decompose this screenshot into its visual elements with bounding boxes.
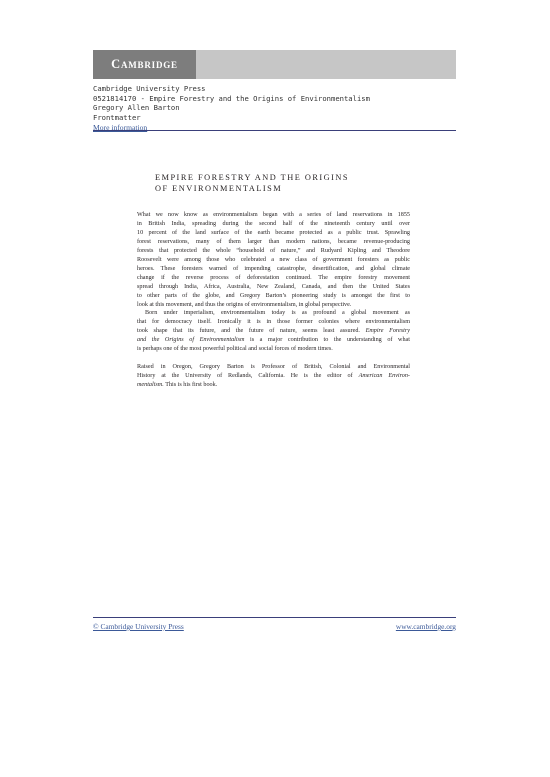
text-line: forest reservations, many of them larger than modern nations, became revenue-producing xyxy=(137,238,410,245)
text-line xyxy=(137,336,410,345)
text-line: forests that protected the whole “household of nature,” and Rudyard Kipling and Theodore xyxy=(137,247,410,254)
text-run: History at the University of Redlands, California. He is the editor of xyxy=(137,373,359,380)
book-title-italic: mentalism. xyxy=(137,382,164,389)
text-run: This is his first book. xyxy=(163,382,218,389)
more-information-link[interactable]: More information xyxy=(93,123,148,133)
cambridge-logo: Cambridge xyxy=(93,50,196,79)
book-title-italic: and the Origins of Environmentalism xyxy=(137,337,245,344)
text-line: What we now know as environmentalism began with a series of land reservations in 1855 xyxy=(137,212,410,218)
text-line: Raised in Oregon, Gregory Barton is Professor of British, Colonial and Environmental xyxy=(137,364,410,371)
text-line: Roosevelt were among those who celebrated a new class of government foresters as public xyxy=(137,256,410,263)
book-title-italic: American Environ- xyxy=(358,373,410,380)
copyright-link[interactable]: © Cambridge University Press xyxy=(93,622,184,631)
text-line: change if the reverse process of deforestation continued. The empire forestry movement xyxy=(137,274,410,281)
book-metadata xyxy=(93,84,456,133)
text-line: spread through India, Africa, Australia, New Zealand, Canada, and then the United States xyxy=(137,283,410,290)
book-title xyxy=(155,173,455,194)
header-divider xyxy=(93,130,456,131)
text-line: 10 percent of the land surface of the earth became protected as a public trust. Sprawling xyxy=(137,229,410,236)
paragraph-gap xyxy=(137,354,410,363)
text-line: is perhaps one of the most powerful political and social forces of modern times. xyxy=(137,346,333,353)
text-line: heroes. These foresters warned of impending catastrophe, desertification, and global climate xyxy=(137,265,410,272)
book-title-italic: Empire Forestry xyxy=(365,328,410,335)
text-line: Born under imperialism, environmentalism today is as profound a global movement as xyxy=(145,310,410,317)
text-line xyxy=(137,327,410,336)
book-description xyxy=(137,211,410,390)
website-link[interactable]: www.cambridge.org xyxy=(395,622,456,631)
text-line: that for democracy itself. Ironically it is in those former colonies where environmentalism xyxy=(137,319,410,326)
text-run: is a major contribution to the understanding of what xyxy=(244,337,410,344)
book-title-line-1: EMPIRE FORESTRY AND THE ORIGINS xyxy=(155,173,350,182)
text-line: in British India, spreading during the second half of the nineteenth century until over xyxy=(137,220,410,227)
author-name: Gregory Allen Barton xyxy=(93,103,180,113)
text-line: look at this movement, and thus the origins of environmentalism, in global perspective. xyxy=(137,301,352,308)
section-name: Frontmatter xyxy=(93,112,141,122)
isbn-title: 0521814170 - Empire Forestry and the Origins of Environmentalism xyxy=(93,93,370,103)
text-line xyxy=(137,372,410,381)
footer-divider xyxy=(93,617,456,618)
text-run: took shape that its future, and the future of nature, seems least assured. xyxy=(137,328,366,335)
text-line xyxy=(137,381,410,390)
publisher-name: Cambridge University Press xyxy=(93,84,206,93)
description-paragraph-2 xyxy=(137,309,410,354)
text-line: to other parts of the globe, and Gregory Barton’s pioneering study is amongst the first to xyxy=(137,292,410,299)
description-paragraph-1 xyxy=(137,211,410,309)
book-title-line-2: OF ENVIRONMENTALISM xyxy=(155,183,283,193)
author-bio-paragraph xyxy=(137,363,410,390)
